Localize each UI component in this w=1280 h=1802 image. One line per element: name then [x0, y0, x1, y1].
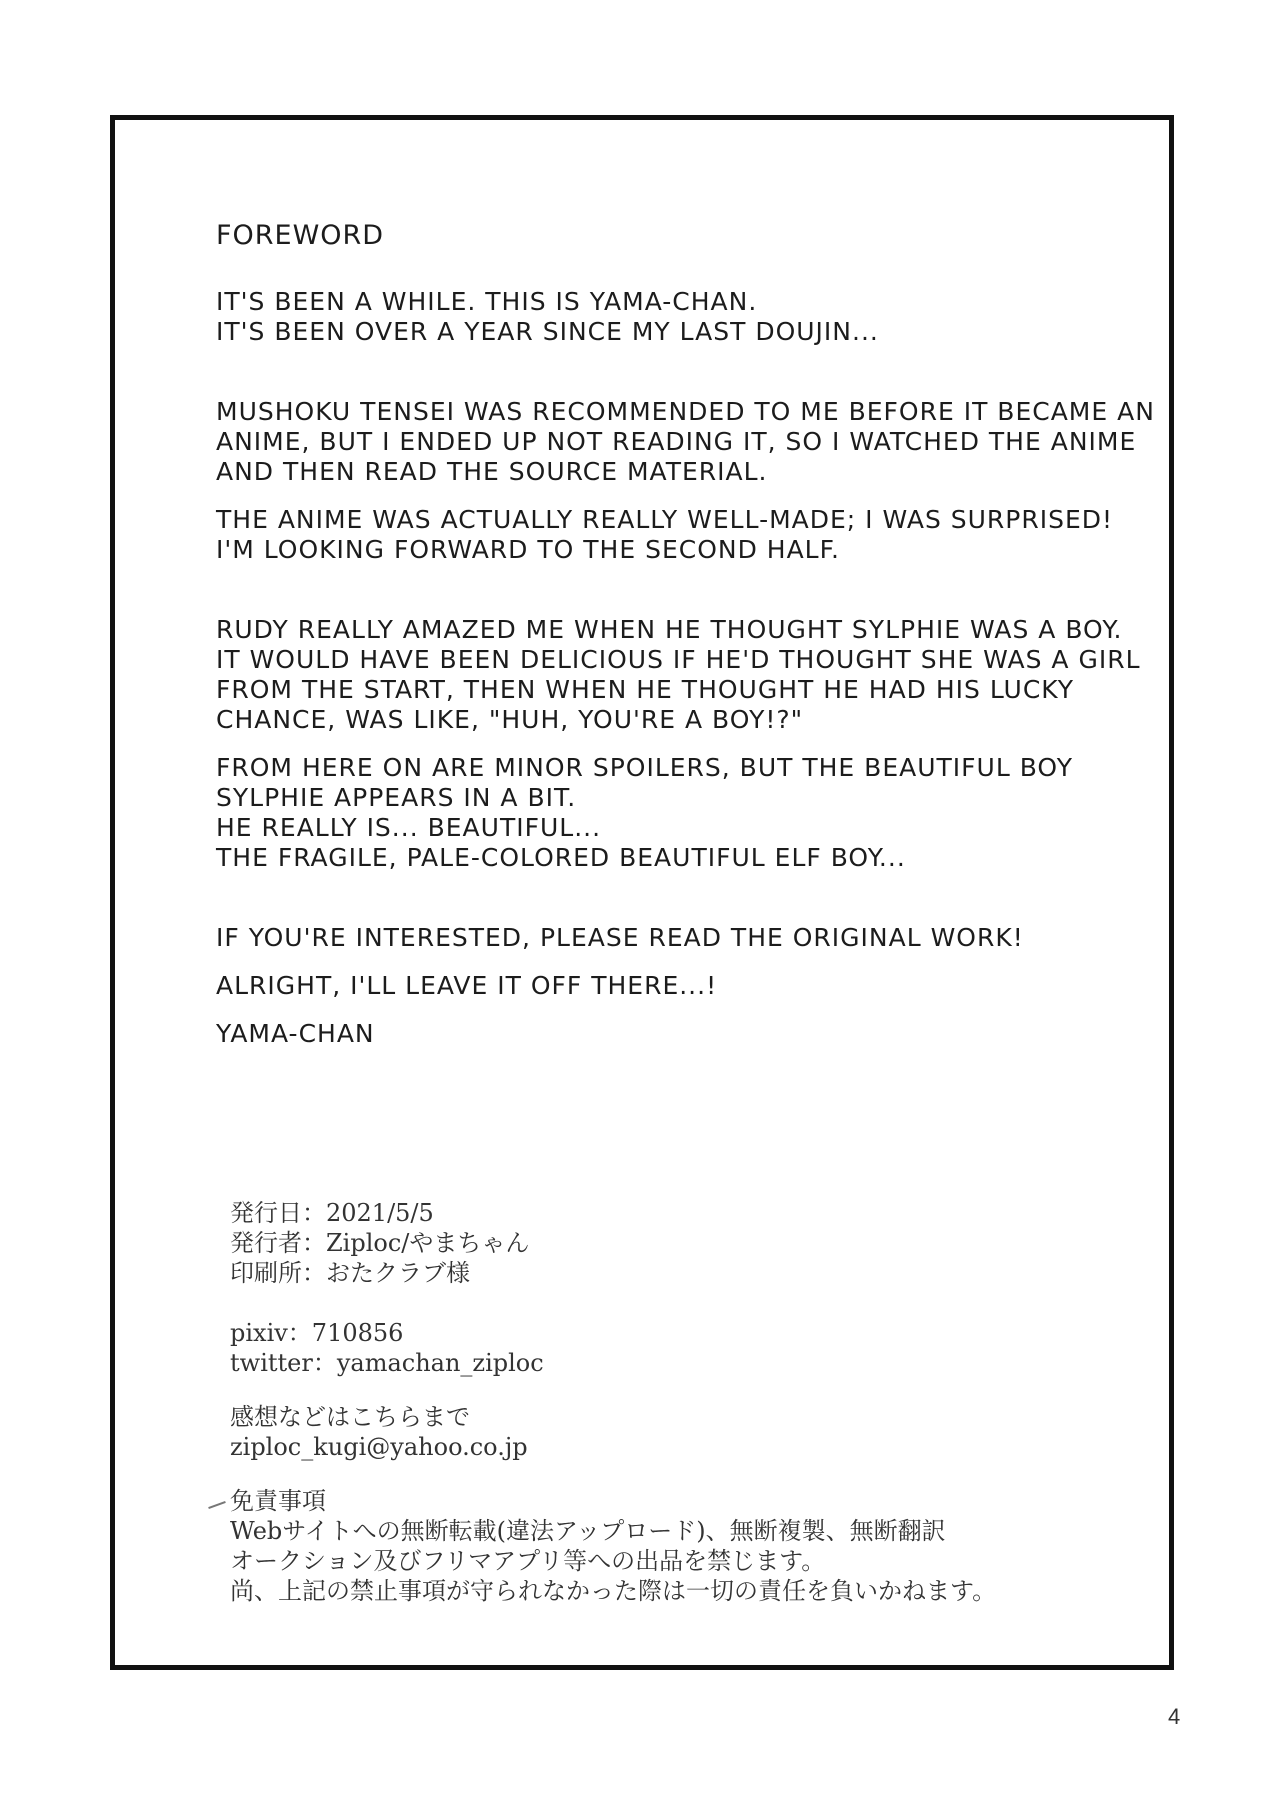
- foreword-line: IT'S BEEN OVER A YEAR SINCE MY LAST DOUJIN...: [216, 317, 879, 346]
- foreword-title: FOREWORD: [216, 220, 385, 251]
- foreword-signature: [216, 1019, 1116, 1049]
- foreword-line: FROM THE START, THEN WHEN HE THOUGHT HE HAD HIS LUCKY: [216, 675, 1075, 704]
- foreword-paragraph-1: [216, 287, 1116, 347]
- foreword-paragraph-3: [216, 505, 1116, 565]
- foreword-line: HE REALLY IS... BEAUTIFUL...: [216, 813, 602, 842]
- twitter-handle: twitter：yamachan_ziploc: [230, 1349, 544, 1377]
- foreword-line: IT WOULD HAVE BEEN DELICIOUS IF HE'D THOUGHT SHE WAS A GIRL: [216, 645, 1141, 674]
- foreword-paragraph-4: [216, 615, 1141, 735]
- foreword-paragraph-2: [216, 397, 1155, 487]
- printer: 印刷所：おたクラブ様: [230, 1259, 470, 1287]
- foreword-line: AND THEN READ THE SOURCE MATERIAL.: [216, 457, 768, 486]
- colophon-section: [230, 1198, 1130, 1606]
- publisher: 発行者：Ziploc/やまちゃん: [230, 1229, 530, 1257]
- disclaimer-line: オークション及びフリマアプリ等への出品を禁じます。: [230, 1547, 826, 1575]
- pixiv-id: pixiv：710856: [230, 1319, 404, 1347]
- page-number: 4: [1168, 1704, 1181, 1729]
- foreword-line: IT'S BEEN A WHILE. THIS IS YAMA-CHAN.: [216, 287, 758, 316]
- foreword-line: YAMA-CHAN: [216, 1019, 375, 1048]
- social-info: [230, 1318, 1130, 1378]
- publication-info: [230, 1198, 1130, 1288]
- contact-label: 感想などはこちらまで: [230, 1403, 470, 1431]
- contact-email: ziploc_kugi@yahoo.co.jp: [230, 1433, 528, 1461]
- disclaimer-line: Webサイトへの無断転載(違法アップロード)、無断複製、無断翻訳: [230, 1517, 946, 1545]
- foreword-line: THE FRAGILE, PALE-COLORED BEAUTIFUL ELF BOY...: [216, 843, 906, 872]
- foreword-line: THE ANIME WAS ACTUALLY REALLY WELL-MADE; I WAS SURPRISED!: [216, 505, 1114, 534]
- foreword-paragraph-7: [216, 971, 1116, 1001]
- foreword-line: ANIME, BUT I ENDED UP NOT READING IT, SO I WATCHED THE ANIME: [216, 427, 1137, 456]
- foreword-line: IF YOU'RE INTERESTED, PLEASE READ THE ORIGINAL WORK!: [216, 923, 1024, 952]
- foreword-line: CHANCE, WAS LIKE, "HUH, YOU'RE A BOY!?": [216, 705, 804, 734]
- publication-date: 発行日：2021/5/5: [230, 1199, 434, 1227]
- foreword-line: MUSHOKU TENSEI WAS RECOMMENDED TO ME BEFORE IT BECAME AN: [216, 397, 1155, 426]
- foreword-paragraph-6: [216, 923, 1116, 953]
- foreword-line: RUDY REALLY AMAZED ME WHEN HE THOUGHT SYLPHIE WAS A BOY.: [216, 615, 1123, 644]
- foreword-line: SYLPHIE APPEARS IN A BIT.: [216, 783, 577, 812]
- disclaimer-title: 免責事項: [230, 1486, 1130, 1516]
- foreword-section: [216, 220, 1155, 1049]
- contact-info: [230, 1402, 1130, 1462]
- foreword-paragraph-5: [216, 753, 1116, 873]
- disclaimer: [230, 1486, 1130, 1606]
- foreword-line: ALRIGHT, I'LL LEAVE IT OFF THERE...!: [216, 971, 718, 1000]
- foreword-line: FROM HERE ON ARE MINOR SPOILERS, BUT THE BEAUTIFUL BOY: [216, 753, 1074, 782]
- disclaimer-line: 尚、上記の禁止事項が守られなかった際は一切の責任を負いかねます。: [230, 1577, 997, 1605]
- foreword-line: I'M LOOKING FORWARD TO THE SECOND HALF.: [216, 535, 840, 564]
